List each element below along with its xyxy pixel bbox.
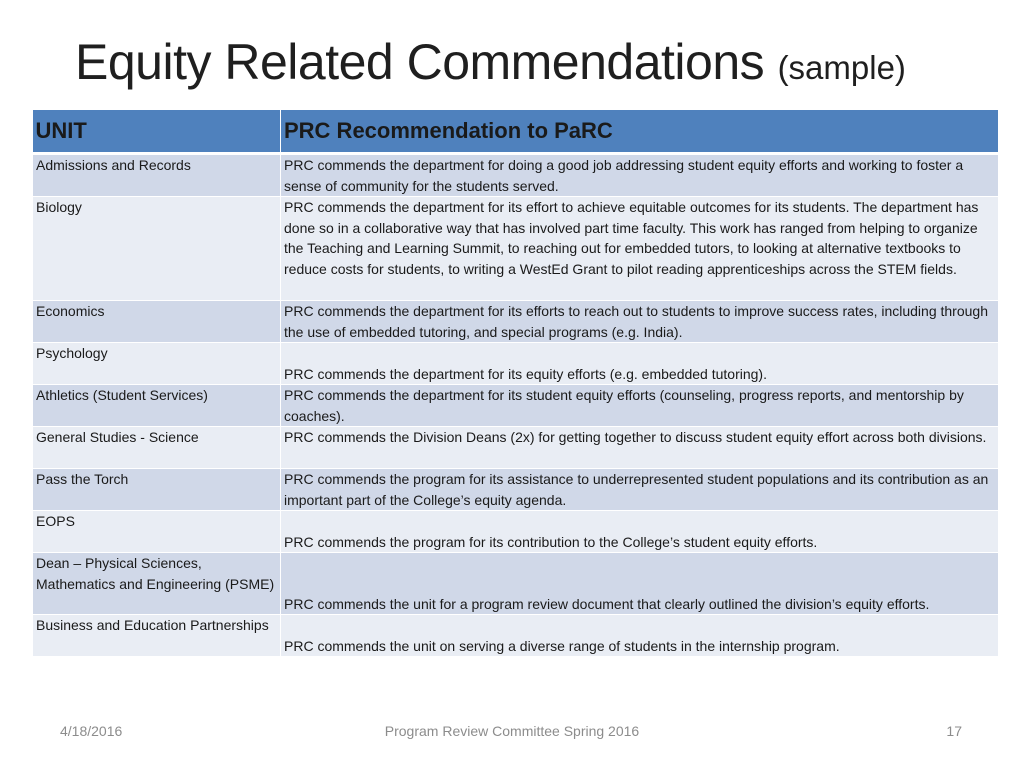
unit-cell: Business and Education Partnerships: [33, 615, 281, 657]
table-row: [33, 469, 999, 511]
footer-date: 4/18/2016: [60, 723, 123, 739]
recommendation-cell: PRC commends the unit for a program review document that clearly outlined the division’s equity efforts.: [281, 553, 999, 615]
recommendation-cell: PRC commends the department for its effort to achieve equitable outcomes for its students. The department has done so in a collaborative way that has involved part time faculty. This work has ranged from helping to organize the Teaching and Learning Summit, to reaching out for embedded tutors, to looking at alternative textbooks to reduce costs for students, to writing a WestEd Grant to pilot reading apprenticeships across the STEM fields.: [281, 197, 999, 301]
table-row: [33, 154, 999, 197]
table-row: [33, 615, 999, 657]
recommendation-cell: PRC commends the department for its efforts to reach out to students to improve success rates, including through the use of embedded tutoring, and special programs (e.g. India).: [281, 301, 999, 343]
table-row: [33, 427, 999, 469]
recommendation-cell: PRC commends the department for doing a good job addressing student equity efforts and working to foster a sense of community for the students served.: [281, 154, 999, 197]
recommendation-cell: PRC commends the Division Deans (2x) for getting together to discuss student equity effort across both divisions.: [281, 427, 999, 469]
recommendation-cell: PRC commends the program for its contribution to the College’s student equity efforts.: [281, 511, 999, 553]
recommendation-cell: PRC commends the department for its equity efforts (e.g. embedded tutoring).: [281, 343, 999, 385]
unit-cell: General Studies - Science: [33, 427, 281, 469]
slide-number: 17: [946, 723, 962, 739]
table-row: [33, 553, 999, 615]
table-row: [33, 343, 999, 385]
unit-cell: Dean – Physical Sciences, Mathematics and Engineering (PSME): [33, 553, 281, 615]
header-recommendation: PRC Recommendation to PaRC: [281, 110, 999, 154]
unit-cell: Biology: [33, 197, 281, 301]
unit-cell: Admissions and Records: [33, 154, 281, 197]
table-row: [33, 197, 999, 301]
recommendation-cell: PRC commends the program for its assistance to underrepresented student populations and its contribution as an important part of the College’s equity agenda.: [281, 469, 999, 511]
header-unit: UNIT: [33, 110, 281, 154]
unit-cell: EOPS: [33, 511, 281, 553]
table-row: [33, 301, 999, 343]
table-row: [33, 511, 999, 553]
unit-cell: Economics: [33, 301, 281, 343]
table-row: [33, 385, 999, 427]
recommendation-cell: PRC commends the department for its student equity efforts (counseling, progress reports, and mentorship by coaches).: [281, 385, 999, 427]
title-main: Equity Related Commendations: [75, 34, 765, 90]
unit-cell: Pass the Torch: [33, 469, 281, 511]
slide-title: [75, 30, 906, 100]
footer-title: Program Review Committee Spring 2016: [384, 723, 640, 739]
commendations-table: [32, 110, 999, 657]
unit-cell: Athletics (Student Services): [33, 385, 281, 427]
table-header-row: [33, 110, 999, 154]
unit-cell: Psychology: [33, 343, 281, 385]
recommendation-cell: PRC commends the unit on serving a diverse range of students in the internship program.: [281, 615, 999, 657]
title-suffix: (sample): [777, 49, 906, 86]
